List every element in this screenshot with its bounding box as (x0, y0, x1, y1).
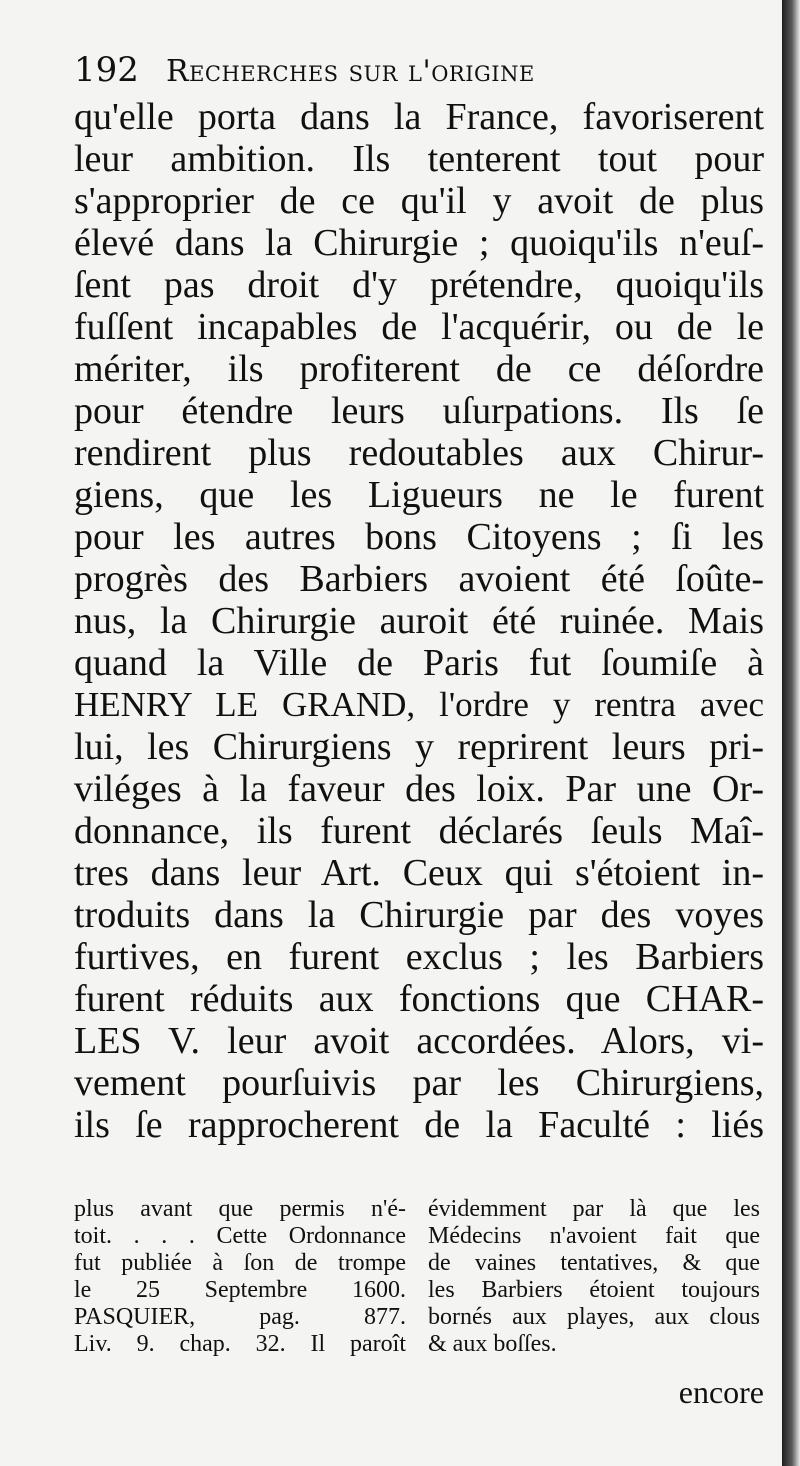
text-line: élevé dans la Chirurgie ; quoiqu'ils n'euſ- (74, 222, 764, 264)
footnote-line: & aux boſſes. (428, 1331, 557, 1357)
text-line: LES V. leur avoit accordées. Alors, vi- (74, 1020, 764, 1062)
text-line: qu'elle porta dans la France, favoriserent (74, 96, 764, 138)
text-line: HENRY LE GRAND, l'ordre y rentra avec (74, 685, 764, 724)
text-line: leur ambition. Ils tenterent tout pour (74, 138, 764, 180)
footnote-right-column (428, 1196, 760, 1358)
footnote-line: PASQUIER, pag. 877. (74, 1304, 406, 1330)
text-line: troduits dans la Chirurgie par des voyes (74, 894, 764, 936)
footnote-line: plus avant que permis n'é- (74, 1196, 406, 1222)
footnote-line: les Barbiers étoient toujours (428, 1277, 760, 1303)
text-line: s'approprier de ce qu'il y avoit de plus (74, 180, 764, 222)
catchword: encore (678, 1374, 764, 1410)
text-line: furtives, en furent exclus ; les Barbiers (74, 936, 764, 978)
footnote-line: Médecins n'avoient fait que (428, 1223, 760, 1249)
footnote-line: fut publiée à ſon de trompe (74, 1250, 406, 1276)
text-line: donnance, ils furent déclarés ſeuls Maî- (74, 810, 764, 852)
running-title: Recherches sur l'origine (166, 54, 535, 89)
footnote-line: le 25 Septembre 1600. (74, 1277, 406, 1303)
main-text (74, 96, 764, 1146)
footnote-line: évidemment par là que les (428, 1196, 760, 1222)
footnotes (74, 1196, 764, 1372)
text-line: rendirent plus redoutables aux Chirur- (74, 432, 764, 474)
footnote-left-column (74, 1196, 406, 1358)
text-line: vement pourſuivis par les Chirurgiens, (74, 1062, 764, 1104)
text-line: ils ſe rapprocherent de la Faculté : liés (74, 1104, 764, 1146)
page-edge-shadow (782, 0, 800, 1466)
text-line: furent réduits aux fonctions que CHAR- (74, 978, 764, 1020)
footnote-line: toit. . . . Cette Ordonnance (74, 1223, 406, 1249)
text-line: viléges à la faveur des loix. Par une Or- (74, 768, 764, 810)
text-line: nus, la Chirurgie auroit été ruinée. Mais (74, 600, 764, 642)
text-line: quand la Ville de Paris fut ſoumiſe à (74, 642, 764, 684)
text-line: pour les autres bons Citoyens ; ſi les (74, 516, 764, 558)
footnote-line: de vaines tentatives, & que (428, 1250, 760, 1276)
text-line: lui, les Chirurgiens y reprirent leurs pri- (74, 726, 764, 768)
text-line: mériter, ils profiterent de ce déſordre (74, 348, 764, 390)
text-line: ſent pas droit d'y prétendre, quoiqu'ils (74, 264, 764, 306)
text-line: fuſſent incapables de l'acquérir, ou de le (74, 306, 764, 348)
page-number: 192 (74, 50, 139, 90)
text-line: progrès des Barbiers avoient été ſoûte- (74, 558, 764, 600)
text-line: pour étendre leurs uſurpations. Ils ſe (74, 390, 764, 432)
text-line: giens, que les Ligueurs ne le furent (74, 474, 764, 516)
text-line: tres dans leur Art. Ceux qui s'étoient in- (74, 852, 764, 894)
footnote-line: Liv. 9. chap. 32. Il paroît (74, 1331, 406, 1357)
running-header (74, 50, 764, 96)
footnote-line: bornés aux playes, aux clous (428, 1304, 760, 1330)
